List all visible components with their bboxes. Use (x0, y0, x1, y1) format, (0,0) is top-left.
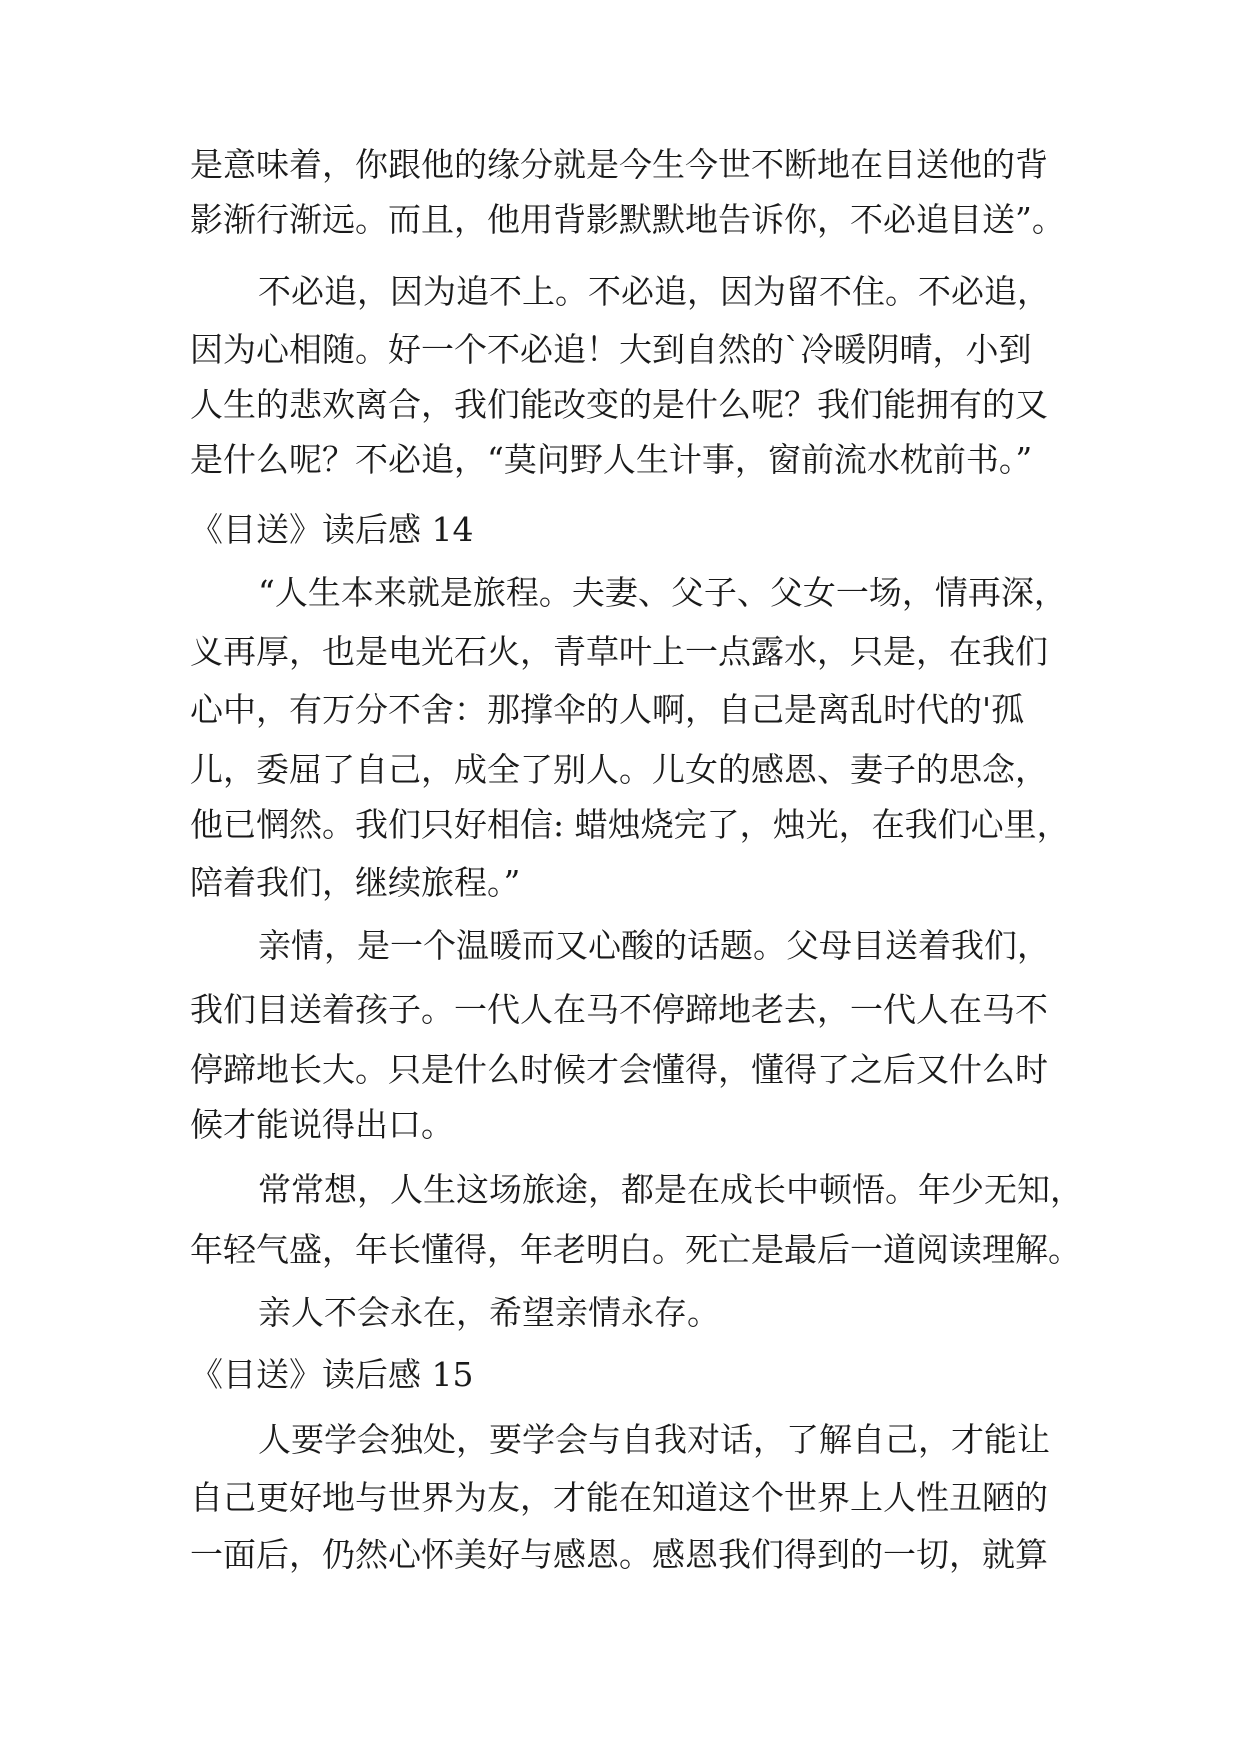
paragraph-line: “人生本来就是旅程。夫妻、父子、父女一场，情再深， (258, 573, 1067, 612)
paragraph-line: 亲情，是一个温暖而又心酸的话题。父母目送着我们， (258, 926, 1050, 965)
paragraph-line: 年轻气盛，年长懂得，年老明白。死亡是最后一道阅读理解。 (190, 1230, 1081, 1269)
section-heading: 《目送》读后感 15 (190, 1355, 474, 1394)
paragraph-line: 是什么呢？不必追，“莫问野人生计事，窗前流水枕前书。” (190, 440, 1033, 479)
paragraph-line: 因为心相随。好一个不必追！大到自然的`冷暖阴晴，小到 (190, 330, 1032, 369)
paragraph-line: 义再厚，也是电光石火，青草叶上一点露水，只是，在我们 (190, 632, 1048, 671)
paragraph-line: 一面后，仍然心怀美好与感恩。感恩我们得到的一切，就算 (190, 1535, 1048, 1574)
paragraph-line: 我们目送着孩子。一代人在马不停蹄地老去，一代人在马不 (190, 990, 1048, 1029)
paragraph-line: 陪着我们，继续旅程。” (190, 863, 521, 902)
paragraph-line: 是意味着，你跟他的缘分就是今生今世不断地在目送他的背 (190, 145, 1048, 184)
paragraph-line: 人生的悲欢离合，我们能改变的是什么呢？我们能拥有的又 (190, 385, 1048, 424)
paragraph-line: 自己更好地与世界为友，才能在知道这个世界上人性丑陋的 (190, 1478, 1048, 1517)
paragraph-line: 常常想，人生这场旅途，都是在成长中顿悟。年少无知， (258, 1170, 1083, 1209)
paragraph-line: 候才能说得出口。 (190, 1105, 454, 1144)
paragraph-line: 不必追，因为追不上。不必追，因为留不住。不必追， (258, 272, 1050, 311)
paragraph-line: 停蹄地长大。只是什么时候才会懂得，懂得了之后又什么时 (190, 1050, 1048, 1089)
paragraph-line: 他已惘然。我们只好相信: 蜡烛烧完了，烛光，在我们心里， (190, 805, 1070, 844)
paragraph-line: 人要学会独处，要学会与自我对话，了解自己，才能让 (258, 1420, 1050, 1459)
paragraph-line: 心中，有万分不舍：那撑伞的人啊，自己是离乱时代的'孤 (190, 690, 1025, 729)
paragraph-line: 儿，委屈了自己，成全了别人。儿女的感恩、妻子的思念， (190, 750, 1048, 789)
section-heading: 《目送》读后感 14 (190, 510, 474, 549)
paragraph-line: 亲人不会永在，希望亲情永存。 (258, 1293, 720, 1332)
paragraph-line: 影渐行渐远。而且，他用背影默默地告诉你，不必追目送”。 (190, 200, 1065, 239)
